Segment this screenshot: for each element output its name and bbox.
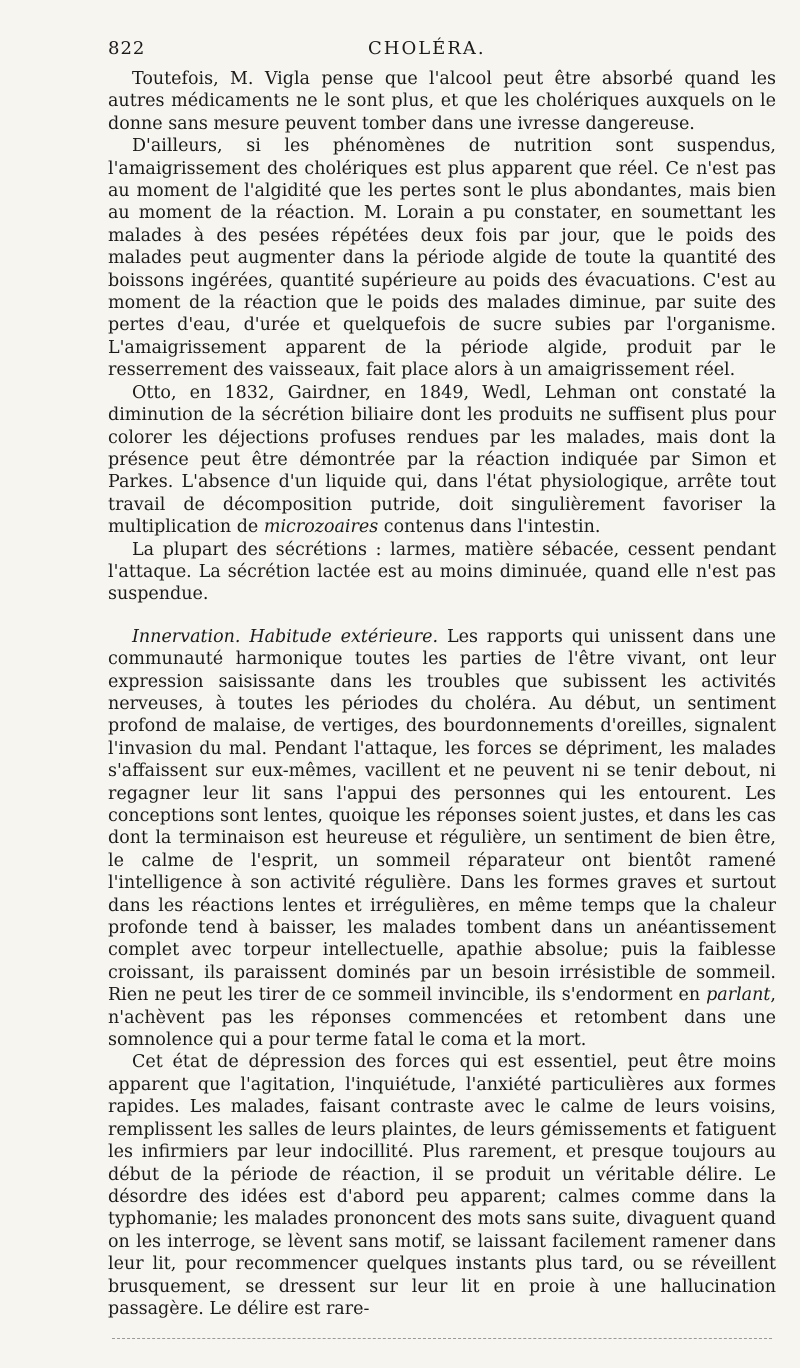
page-header bbox=[108, 38, 776, 68]
running-title: CHOLÉRA. bbox=[368, 38, 486, 59]
paragraph-secretions: La plupart des sécrétions : larmes, matière sébacée, cessent pendant l'attaque. La sécrétion lactée est au moins diminuée, quand elle n'est pas suspendue. bbox=[108, 539, 776, 605]
paragraph-text: Otto, en 1832, Gairdner, en 1849, Wedl, Lehman ont constaté la diminution de la sécrétion biliaire dont les produits ne suffisent plus pour colorer les déjections profuses rendues par les malades, mais dont la présence peut être démontrée par la réaction indiquée par Simon et Parkes. L'absence d'un liquide qui, dans l'état physiologique, arrête tout travail de décomposition putride, doit singulièrement favoriser la multiplication de bbox=[108, 382, 776, 538]
paragraph-text: , n'achèvent pas les réponses commencées et retombent dans une somnolence qui a pour terme fatal le coma et la mort. bbox=[108, 985, 776, 1051]
paragraph-secretion-biliaire bbox=[108, 382, 776, 539]
paragraph-depression: Cet état de dépression des forces qui est essentiel, peut être moins apparent que l'agitation, l'inquiétude, l'anxiété particulières aux formes rapides. Les malades, faisant contraste avec le calme de leurs voisins, remplissent les salles de leurs plaintes, de leurs gémissements et fatiguent les infirmiers par leur indocillité. Plus rarement, et presque toujours au début de la période de réaction, il se produit un véritable délire. Le désordre des idées est d'abord peu apparent; calmes comme dans la typhomanie; les malades prononcent des mots sans suite, divaguent quand on les interroge, se lèvent sans motif, se laissant facilement ramener dans leur lit, pour recommencer quelques instants plus tard, ou se réveillent brusquement, se dressent sur leur lit en proie à une hallucination passagère. Le délire est rare- bbox=[108, 1052, 776, 1319]
section-heading: Innervation. Habitude extérieure. bbox=[132, 626, 439, 647]
body-text bbox=[108, 68, 776, 1320]
bottom-dotted-rule bbox=[112, 1338, 772, 1339]
italic-term: microzoaires bbox=[263, 517, 379, 538]
paragraph-alcool: Toutefois, M. Vigla pense que l'alcool peut être absorbé quand les autres médicaments ne le sont plus, et que les cholériques auxquels on le donne sans mesure peuvent tomber dans une ivresse dangereuse. bbox=[108, 69, 776, 134]
paragraph-text: Les rapports qui unissent dans une communauté harmonique toutes les parties de l'être vivant, ont leur expression saisissante dans les troubles que subissent les activités nerveuses, à toutes les périodes du choléra. Au début, un sentiment profond de malaise, de vertiges, des bourdonnements d'oreilles, signalent l'invasion du mal. Pendant l'attaque, les forces se dépriment, les malades s'affaissent sur eux-mêmes, vacillent et ne peuvent ni se tenir debout, ni regagner leur lit sans l'appui des personnes qui les entourent. Les conceptions sont lentes, quoique les réponses soient justes, et dans les cas dont la terminaison est heureuse et régulière, un sentiment de bien être, le calme de l'esprit, un sommeil réparateur ont bientôt ramené l'intelligence à son activité régulière. Dans les formes graves et surtout dans les réactions lentes et irrégulières, en même temps que la chaleur profonde tend à baisser, les malades tombent dans un anéantissement complet avec torpeur intellectuelle, apathie absolue; puis la faiblesse croissant, ils paraissent dominés par un besoin irrésistible de sommeil. Rien ne peut les tirer de ce sommeil invincible, ils s'endorment en bbox=[108, 626, 777, 1006]
paragraph-text: contenus dans l'intestin. bbox=[378, 517, 601, 538]
section-gap bbox=[108, 606, 776, 626]
italic-term: parlant bbox=[706, 985, 771, 1006]
paragraph-amaigrissement: D'ailleurs, si les phénomènes de nutrition sont suspendus, l'amaigrissement des cholériques est plus apparent que réel. Ce n'est pas au moment de l'algidité que les pertes sont le plus abondantes, mais bien au moment de la réaction. M. Lorain a pu constater, en soumettant les malades à des pesées répétées deux fois par jour, que le poids des malades peut augmenter dans la période algide de toute la quantité des boissons ingérées, quantité supérieure au poids des évacuations. C'est au moment de la réaction que le poids des malades diminue, par suite des pertes d'eau, d'urée et quelquefois de sucre subies par l'organisme. L'amaigrissement apparent de la période algide, produit par le resserrement des vaisseaux, fait place alors à un amaigrissement réel. bbox=[108, 136, 776, 381]
paragraph-innervation bbox=[108, 626, 776, 1052]
page-number: 822 bbox=[108, 38, 146, 59]
